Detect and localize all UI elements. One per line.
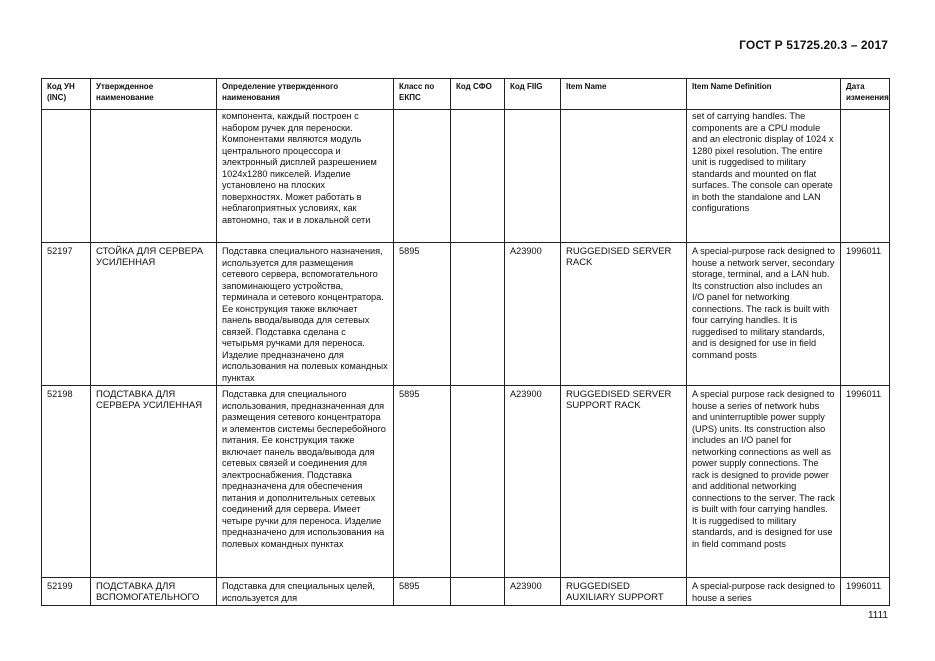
col-header-date: Дата изменения xyxy=(841,79,890,110)
cell-inc: 52198 xyxy=(42,386,91,578)
cell-ekps: 5895 xyxy=(394,243,451,386)
cell-sfo xyxy=(451,578,505,606)
cell-item-name-definition: A special-purpose rack designed to house a series xyxy=(687,578,841,606)
cell-date xyxy=(841,110,890,243)
cell-item-name-definition: A special-purpose rack designed to house a network server, secondary storage, terminal, and a LAN hub. Its construction also includes an I/O panel for networking connections. The rack is built with four carrying handles. It is ruggedised to military standards, and is designed for use in field command posts xyxy=(687,243,841,386)
cell-inc xyxy=(42,110,91,243)
document-standard-header: ГОСТ Р 51725.20.3 – 2017 xyxy=(739,38,888,52)
col-header-name-ru: Утвержденное наименование xyxy=(91,79,217,110)
cell-sfo xyxy=(451,243,505,386)
cell-date: 1996011 xyxy=(841,578,890,606)
cell-name-ru xyxy=(91,110,217,243)
table-row xyxy=(42,578,890,606)
cell-def-ru: Подставка специального назначения, используется для размещения сетевого сервера, вспомогательного запоминающего устройства, терминала и сетевого концентратора. Ее конструкция также включает панель ввода/вывода для сетевых связей. Подставка сделана с четырьмя ручками для переноса. Изделие предназначено для использования на полевых командных пунктах xyxy=(217,243,394,386)
page-number: 1111 xyxy=(867,610,888,621)
cell-item-name-definition: A special purpose rack designed to house a series of network hubs and uninterruptible power supply (UPS) units. Its construction also includes an I/O panel for networking connections as well as power supply connections. The rack is designed to provide power and additional networking connections to the server. The rack is built with four carrying handles. It is ruggedised to military standards, and is designed for use in field command posts xyxy=(687,386,841,578)
cell-item-name xyxy=(561,110,687,243)
cell-item-name: RUGGEDISED SERVER RACK xyxy=(561,243,687,386)
col-header-item-name: Item Name xyxy=(561,79,687,110)
table-row xyxy=(42,386,890,578)
cell-ekps: 5895 xyxy=(394,578,451,606)
cell-date: 1996011 xyxy=(841,243,890,386)
cell-def-ru: Подставка для специального использования, предназначенная для размещения сетевого концентратора и элементов системы бесперебойного питания. Ее конструкция также включает панель ввода/вывода для сетевых связей и соединения для электроснабжения. Подставка предназначена для обеспечения питания и дополнительных сетевых соединений для сервера. Имеет четыре ручки для переноса. Изделие предназначено для использования на полевых командных пунктах xyxy=(217,386,394,578)
col-header-inc: Код УН (INC) xyxy=(42,79,91,110)
catalog-table xyxy=(41,78,890,606)
col-header-ekps: Класс по ЕКПС xyxy=(394,79,451,110)
cell-inc: 52197 xyxy=(42,243,91,386)
cell-fiig xyxy=(505,110,561,243)
cell-fiig: A23900 xyxy=(505,578,561,606)
cell-item-name: RUGGEDISED SERVER SUPPORT RACK xyxy=(561,386,687,578)
cell-def-ru: Подставка для специальных целей, используется для xyxy=(217,578,394,606)
cell-name-ru: ПОДСТАВКА ДЛЯ ВСПОМОГАТЕЛЬНОГО xyxy=(91,578,217,606)
cell-inc: 52199 xyxy=(42,578,91,606)
cell-fiig: A23900 xyxy=(505,243,561,386)
cell-sfo xyxy=(451,386,505,578)
table-header-row xyxy=(42,79,890,110)
col-header-fiig: Код FIIG xyxy=(505,79,561,110)
col-header-def-ru: Определение утвержденного наименования xyxy=(217,79,394,110)
cell-def-ru: компонента, каждый построен с набором ручек для переноски. Компонентами являются модуль центрального процессора и электронный дисплей разрешением 1024x1280 пикселей. Изделие установлено на плоских поверхностях. Может работать в неблагоприятных условиях, как автономно, так и в локальной сети xyxy=(217,110,394,243)
cell-ekps xyxy=(394,110,451,243)
cell-fiig: A23900 xyxy=(505,386,561,578)
col-header-sfo: Код СФО xyxy=(451,79,505,110)
cell-date: 1996011 xyxy=(841,386,890,578)
cell-ekps: 5895 xyxy=(394,386,451,578)
cell-sfo xyxy=(451,110,505,243)
cell-name-ru: СТОЙКА ДЛЯ СЕРВЕРА УСИЛЕННАЯ xyxy=(91,243,217,386)
cell-name-ru: ПОДСТАВКА ДЛЯ СЕРВЕРА УСИЛЕННАЯ xyxy=(91,386,217,578)
table-row xyxy=(42,243,890,386)
table-row xyxy=(42,110,890,243)
cell-item-name: RUGGEDISED AUXILIARY SUPPORT xyxy=(561,578,687,606)
col-header-item-name-definition: Item Name Definition xyxy=(687,79,841,110)
cell-item-name-definition: set of carrying handles. The components are a CPU module and an electronic display of 1024 x 1280 pixel resolution. The entire unit is ruggedised to military standards and mounted on flat surfaces. The console can operate in both the standalone and LAN configurations xyxy=(687,110,841,243)
